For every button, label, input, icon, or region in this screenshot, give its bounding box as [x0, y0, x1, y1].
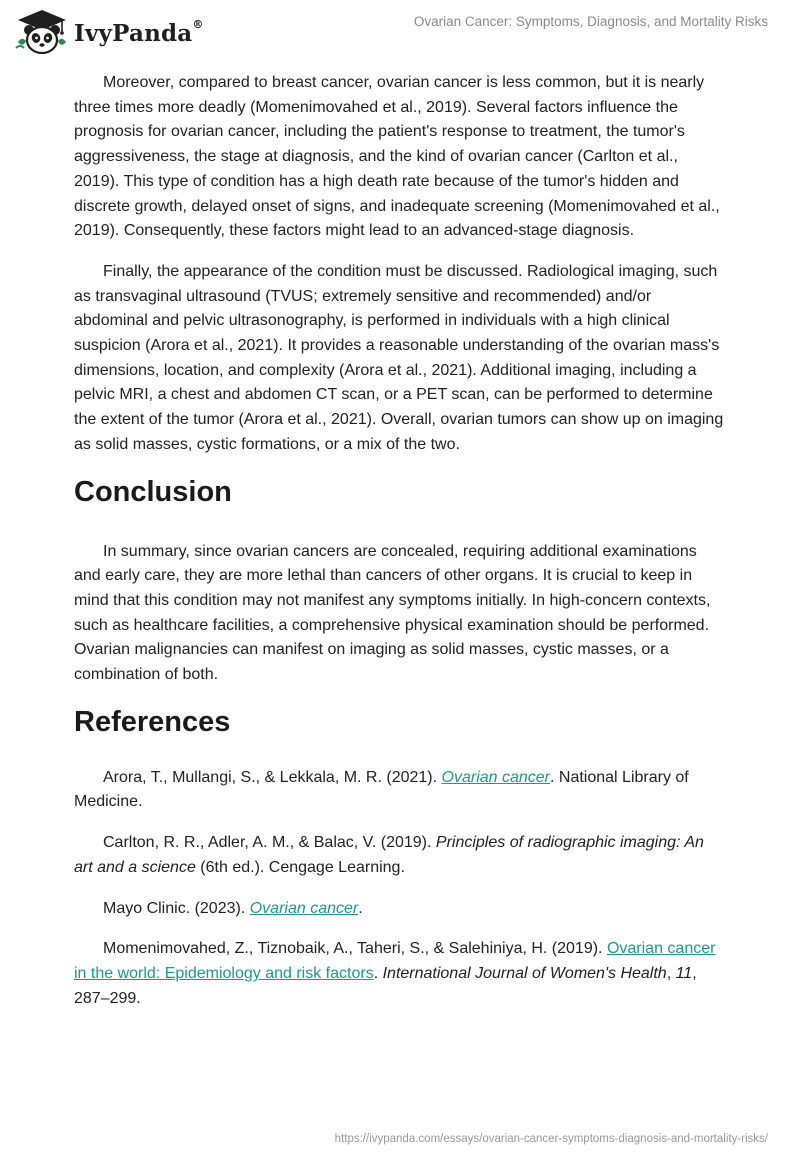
journal-volume: 11 [675, 964, 693, 982]
book-title: Principles of radiographic imaging: An art and a science [74, 834, 704, 876]
conclusion-paragraph: In summary, since ovarian cancers are concealed, requiring additional examinations and early care, they are more lethal than cancers of other organs. It is crucial to keep in mind that this condition may not manifest any symptoms initially. In high-concern contexts, such as healthcare facilities, a comprehensive physical examination should be performed. Ovarian malignancies can manifest on imaging as solid masses, cystic masses, or a combination of both. [74, 542, 711, 684]
references-heading: References [74, 705, 231, 738]
reference-arora: Arora, T., Mullangi, S., & Lekkala, M. R. (2021). Ovarian cancer. National Library of Medicine. [74, 768, 689, 811]
document-title: Ovarian Cancer: Symptoms, Diagnosis, and Mortality Risks [413, 14, 768, 29]
reference-carlton: Carlton, R. R., Adler, A. M., & Balac, V. (2019). Principles of radiographic imaging: An art and a science (6th ed.). Cengage Learning. [74, 834, 704, 876]
brand-name: IvyPanda® [74, 17, 204, 47]
journal-title: International Journal of Women's Health [382, 964, 667, 982]
essay-content [74, 71, 726, 1027]
ivypanda-logo[interactable] [14, 8, 204, 56]
reference-link-arora[interactable]: Ovarian cancer [441, 768, 551, 786]
page-footer-url: https://ivypanda.com/essays/ovarian-cancer-symptoms-diagnosis-and-mortality-risks/ [334, 1133, 768, 1145]
reference-mayo: Mayo Clinic. (2023). Ovarian cancer. [103, 899, 363, 917]
body-paragraph-1: Moreover, compared to breast cancer, ovarian cancer is less common, but it is nearly three times more deadly (Momenimovahed et al., 2019). Several factors influence the prognosis for ovarian cancer, including the patient's response to treatment, the tumor's aggressiveness, the stage at diagnosis, and the kind of ovarian cancer (Carlton et al., 2019). This type of condition has a high death rate because of the tumor's hidden and discrete growth, delayed onset of signs, and inadequate screening (Momenimovahed et al., 2019). Consequently, these factors might lead to an advanced-stage diagnosis. [74, 74, 720, 240]
body-paragraph-2: Finally, the appearance of the condition must be discussed. Radiological imaging, such as transvaginal ultrasound (TVUS; extremely sensitive and recommended) and/or abdominal and pelvic ultrasonography, is performed in individuals with a high clinical suspicion (Arora et al., 2021). It provides a reasonable understanding of the ovarian mass's dimensions, location, and complexity (Arora et al., 2021). Additional imaging, including a pelvic MRI, a chest and abdomen CT scan, or a PET scan, can be performed to determine the extent of the tumor (Arora et al., 2021). Overall, ovarian tumors can show up on imaging as solid masses, cystic formations, or a mix of the two. [74, 262, 724, 453]
page-header [0, 0, 800, 62]
reference-momenimovahed: Momenimovahed, Z., Tiznobaik, A., Taheri, S., & Salehiniya, H. (2019). Ovarian cancer in the world: Epidemiology and risk factors. International Journal of Women's Health, 11, 287–299. [74, 940, 716, 1007]
conclusion-heading: Conclusion [74, 475, 232, 508]
reference-link-mayo[interactable]: Ovarian cancer [249, 899, 359, 917]
reference-link-momenimovahed[interactable]: Ovarian cancer in the world: Epidemiology and risk factors [74, 940, 716, 982]
panda-graduate-icon [14, 8, 70, 56]
